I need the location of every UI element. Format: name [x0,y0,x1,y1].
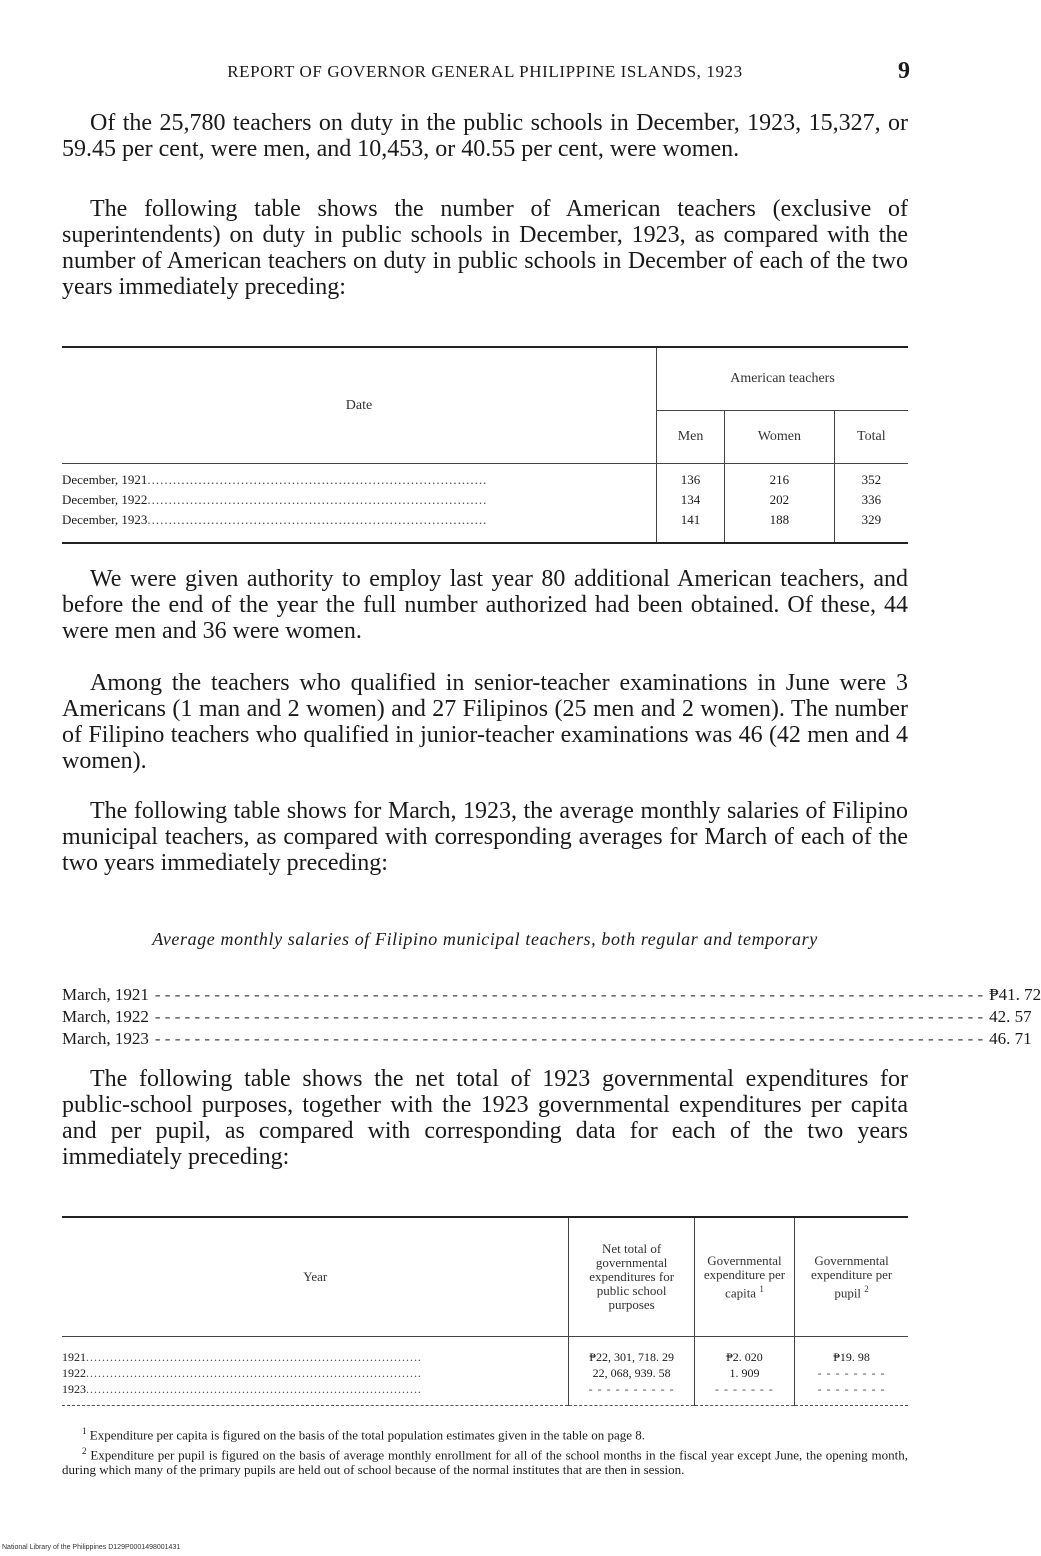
library-imprint: National Library of the Philippines D129P0001498001431 [2,1544,181,1551]
net-total-column-header: Net total of governmental expenditures for public school purposes [569,1217,694,1337]
women-column-header: Women [725,411,835,464]
row-date: December, 1923 [62,512,148,527]
per-pupil-cell: - - - - - - - - [795,1365,908,1381]
per-capita-cell: 1. 909 [694,1365,794,1381]
table-row: 1921.................................................................................... ₱22, 301, 718. 29 ₱2. 020 ₱19. 98 [62,1337,908,1366]
list-item: March, 1922 - - - - - - - - - - - - - - - - - - - - - - - - - - - - - - - - - - - - - - - - - - - - - - - - - - - - - - - - - - - - - - - - - - - - - - - - - - - - - - - - - - - - 42. 57 [62,1007,1032,1026]
paragraph-expenditure-intro: The following table shows the net total of 1923 governmental expenditures for public-school purposes, together with the 1923 governmental expenditures per capita and per pupil, as compared with corresponding data for each of the two years immediately preceding: [62,1066,908,1170]
men-cell: 141 [657,510,725,543]
table-row: December, 1921................................................................................ 136 216 352 [62,464,908,491]
per-capita-cell: ₱2. 020 [694,1337,794,1366]
expenditures-table [62,1216,908,1406]
women-cell: 202 [725,490,835,510]
total-cell: 336 [834,490,908,510]
salary-month: March, 1922 [62,1007,149,1026]
men-cell: 134 [657,490,725,510]
salary-value: 42. 57 [989,1007,1032,1026]
footnote-1: $^1$ Expenditure per capita is figured on the basis of the total population estimates given in the table on page 8. [82,1426,645,1443]
per-pupil-column-header: Governmental expenditure per pupil $^2$ [795,1217,908,1337]
american-teachers-table [62,346,908,544]
table-row: December, 1922................................................................................ 134 202 336 [62,490,908,510]
row-year: 1922 [62,1366,86,1380]
row-year: 1923 [62,1382,86,1396]
per-capita-cell: - - - - - - - [694,1381,794,1406]
table-row: 1923.................................................................................... - - - - - - - - - - - - - - - - - - - - - - - - - [62,1381,908,1406]
net-total-cell: 22, 068, 939. 58 [569,1365,694,1381]
row-date: December, 1921 [62,472,148,487]
list-item: March, 1923 - - - - - - - - - - - - - - - - - - - - - - - - - - - - - - - - - - - - - - - - - - - - - - - - - - - - - - - - - - - - - - - - - - - - - - - - - - - - - - - - - - - - 46. 71 [62,1029,1032,1048]
row-date: December, 1922 [62,492,148,507]
footnote-2: $^2$ Expenditure per pupil is figured on the basis of average monthly enrollment for all of the school months in the fiscal year except June, the opening month, during which many of the primary pupils are held out of school because of the normal institutes that are then in session. [62,1446,909,1477]
paragraph-examinations: Among the teachers who qualified in senior-teacher examinations in June were 3 Americans (1 man and 2 women) and 27 Filipinos (25 men and 2 women). The number of Filipino teachers who qualified in junior-teacher examinations was 46 (42 men and 4 women). [62,670,908,774]
salary-month: March, 1921 [62,985,149,1004]
total-cell: 352 [834,464,908,491]
table-row: December, 1923................................................................................ 141 188 329 [62,510,908,543]
paragraph-teacher-totals: Of the 25,780 teachers on duty in the public schools in December, 1923, 15,327, or 59.45 per cent, were men, and 10,453, or 40.55 per cent, were women. [62,110,908,162]
net-total-cell: ₱22, 301, 718. 29 [569,1337,694,1366]
total-column-header: Total [834,411,908,464]
men-column-header: Men [657,411,725,464]
table-row: 1922.................................................................................... 22, 068, 939. 58 1. 909 - - - - - - - - [62,1365,908,1381]
salary-value: ₱41. 72 [989,985,1041,1004]
women-cell: 188 [725,510,835,543]
salary-month: March, 1923 [62,1029,149,1048]
per-pupil-cell: - - - - - - - - [795,1381,908,1406]
salary-value: 46. 71 [989,1029,1032,1048]
year-column-header: Year [62,1217,569,1337]
salary-list [62,984,1041,1050]
per-pupil-cell: ₱19. 98 [795,1337,908,1366]
per-capita-column-header: Governmental expenditure per capita $^1$ [694,1217,794,1337]
running-head: REPORT OF GOVERNOR GENERAL PHILIPPINE ISLANDS, 1923 [227,62,743,81]
paragraph-additional-teachers: We were given authority to employ last year 80 additional American teachers, and before the end of the year the full number authorized had been obtained. Of these, 44 were men and 36 were women. [62,566,908,644]
row-year: 1921 [62,1350,86,1364]
list-item: March, 1921 - - - - - - - - - - - - - - - - - - - - - - - - - - - - - - - - - - - - - - - - - - - - - - - - - - - - - - - - - - - - - - - - - - - - - - - - - - - - - - - - - - - - ₱41. 72 [62,985,1041,1004]
page-number: 9 [898,58,910,84]
american-teachers-group-header: American teachers [657,347,909,411]
women-cell: 216 [725,464,835,491]
men-cell: 136 [657,464,725,491]
salary-table-caption: Average monthly salaries of Filipino municipal teachers, both regular and temporary [152,929,818,949]
total-cell: 329 [834,510,908,543]
footnotes [62,1424,908,1479]
paragraph-american-table-intro: The following table shows the number of American teachers (exclusive of superintendents) on duty in public schools in December, 1923, as compared with the number of American teachers on duty in public schools in December of each of the two years immediately preceding: [62,196,908,300]
date-column-header: Date [62,347,657,464]
net-total-cell: - - - - - - - - - - [569,1381,694,1406]
paragraph-salary-intro: The following table shows for March, 1923, the average monthly salaries of Filipino municipal teachers, as compared with corresponding averages for March of each of the two years immediately preceding: [62,798,908,876]
